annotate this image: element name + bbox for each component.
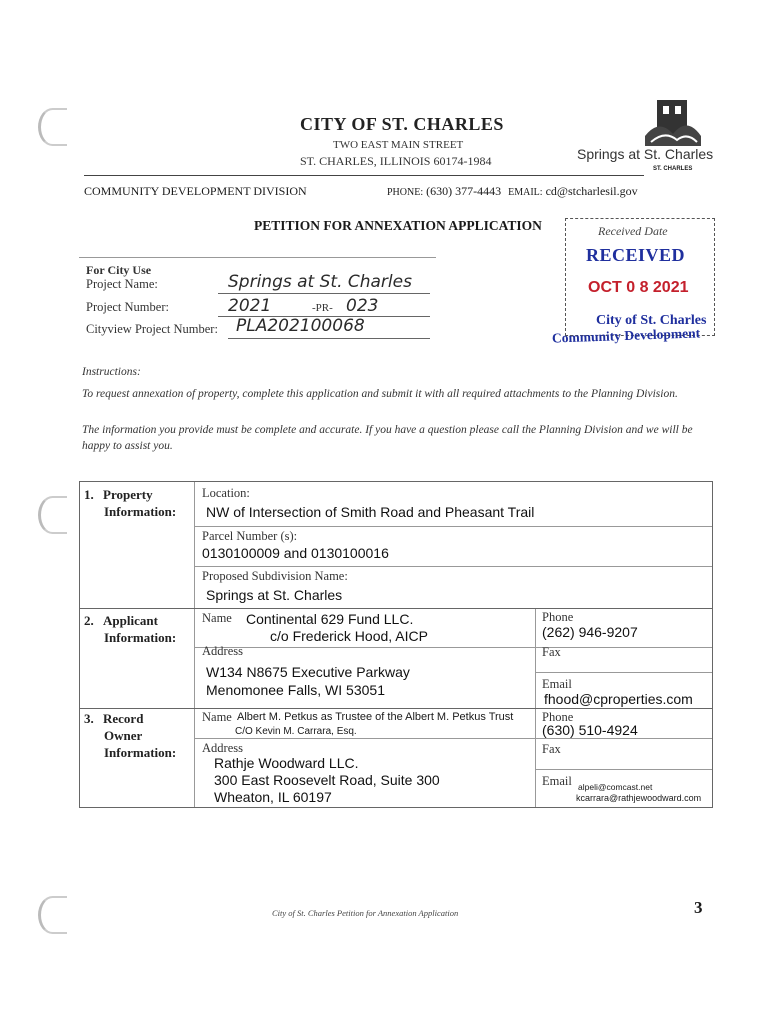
section-divider — [80, 608, 712, 609]
location-value: NW of Intersection of Smith Road and Pheasant Trail — [206, 504, 535, 520]
owner-fax-label: Fax — [542, 742, 561, 756]
project-number-label: Project Number: — [86, 300, 169, 314]
owner-email-2: kcarrara@rathjewoodward.com — [576, 793, 702, 803]
section-2-number: 2. — [84, 613, 94, 628]
applicant-name-line1: Continental 629 Fund LLC. — [246, 611, 414, 627]
section-3-title-line1: Record — [103, 711, 144, 726]
received-date-label: Received Date — [598, 224, 668, 238]
section-3-title — [84, 710, 176, 761]
owner-email-1: alpeli@comcast.net — [578, 782, 653, 792]
section-3-title-line3: Information: — [104, 745, 177, 760]
section-3-title-line2: Owner — [104, 728, 143, 743]
cityview-line — [228, 338, 430, 339]
information-table — [79, 481, 713, 808]
section-1-title-line1: Property — [103, 487, 153, 502]
row-divider — [194, 566, 712, 567]
header-divider — [84, 175, 644, 176]
contact-line — [387, 184, 638, 199]
owner-address-line1: Rathje Woodward LLC. — [214, 755, 359, 771]
section-2-title — [84, 612, 176, 646]
city-name: CITY OF ST. CHARLES — [300, 114, 504, 134]
email-label: EMAIL: — [508, 187, 543, 198]
owner-email-label: Email — [542, 774, 572, 788]
punch-hole-top — [38, 108, 67, 146]
applicant-address-line1: W134 N8675 Executive Parkway — [206, 664, 410, 680]
parcel-label: Parcel Number (s): — [202, 529, 298, 543]
row-divider — [535, 647, 712, 648]
applicant-name-label: Name — [202, 611, 232, 625]
city-use-heading: For City Use — [86, 263, 152, 277]
applicant-address-label: Address — [202, 644, 243, 658]
row-divider — [194, 647, 535, 648]
table-column-divider — [194, 482, 195, 807]
instructions-paragraph-2: The information you provide must be complete and accurate. If you have a question please call the Planning Division and we will be happy to assist you. — [82, 424, 693, 452]
received-stamp-department: Community Development — [551, 325, 701, 346]
section-divider — [80, 708, 712, 709]
parcel-value: 0130100009 and 0130100016 — [202, 545, 389, 561]
punch-hole-middle — [38, 496, 67, 534]
row-divider — [194, 738, 712, 739]
subdivision-label: Proposed Subdivision Name: — [202, 569, 348, 583]
footer-caption: City of St. Charles Petition for Annexation Application — [272, 908, 459, 918]
project-number-separator: -PR- — [312, 302, 333, 314]
owner-name-label: Name — [202, 710, 232, 724]
email-address: cd@stcharlesil.gov — [545, 184, 638, 198]
owner-address-line3: Wheaton, IL 60197 — [214, 789, 332, 805]
section-2-title-line2: Information: — [104, 630, 177, 645]
received-stamp-date: OCT 0 8 2021 — [588, 279, 689, 296]
phone-number: (630) 377-4443 — [426, 184, 502, 198]
location-label: Location: — [202, 486, 250, 500]
owner-name-line2: C/O Kevin M. Carrara, Esq. — [235, 726, 357, 737]
owner-address-line2: 300 East Roosevelt Road, Suite 300 — [214, 772, 440, 788]
logo-caption: Springs at St. Charles — [577, 146, 714, 162]
applicant-email-label: Email — [542, 677, 572, 691]
section-1-number: 1. — [84, 487, 94, 502]
received-stamp-title: RECEIVED — [586, 245, 686, 265]
address-line-1: TWO EAST MAIN STREET — [333, 139, 464, 151]
cityview-number: PLA202100068 — [236, 316, 365, 336]
division-name: COMMUNITY DEVELOPMENT DIVISION — [84, 184, 307, 198]
subdivision-value: Springs at St. Charles — [206, 587, 343, 603]
row-divider — [535, 672, 712, 673]
applicant-phone-value: (262) 946-9207 — [542, 624, 638, 640]
received-stamp-city: City of St. Charles — [596, 313, 707, 328]
applicant-phone-label: Phone — [542, 610, 574, 624]
applicant-email-value: fhood@cproperties.com — [544, 691, 693, 707]
owner-address-label: Address — [202, 741, 243, 755]
applicant-name-line2: c/o Frederick Hood, AICP — [270, 628, 428, 644]
applicant-address-line2: Menomonee Falls, WI 53051 — [206, 682, 385, 698]
instructions-paragraph-1: To request annexation of property, complete this application and submit it with all required attachments to the Planning Division. — [82, 388, 678, 400]
instructions-heading: Instructions: — [82, 366, 141, 378]
received-date-box — [565, 218, 715, 336]
project-number-sequence: 023 — [346, 296, 379, 316]
logo-text: ST. CHARLES — [653, 166, 693, 172]
section-3-number: 3. — [84, 711, 94, 726]
owner-name-line1: Albert M. Petkus as Trustee of the Albert M. Petkus Trust — [237, 711, 514, 723]
project-name-value: Springs at St. Charles — [228, 272, 412, 292]
section-2-title-line1: Applicant — [103, 613, 158, 628]
phone-label: PHONE: — [387, 187, 424, 198]
applicant-fax-label: Fax — [542, 645, 561, 659]
project-name-label: Project Name: — [86, 277, 158, 291]
section-1-title — [84, 486, 176, 520]
section-1-title-line2: Information: — [104, 504, 177, 519]
owner-phone-value: (630) 510-4924 — [542, 722, 638, 738]
address-line-2: ST. CHARLES, ILLINOIS 60174-1984 — [300, 154, 492, 168]
owner-phone-label: Phone — [542, 710, 574, 724]
cityview-label: Cityview Project Number: — [86, 322, 218, 336]
project-name-line — [218, 293, 430, 294]
punch-hole-bottom — [38, 896, 67, 934]
row-divider — [194, 526, 712, 527]
project-number-year: 2021 — [228, 296, 272, 316]
row-divider — [535, 769, 712, 770]
page-number: 3 — [694, 898, 703, 917]
form-title: PETITION FOR ANNEXATION APPLICATION — [254, 218, 542, 233]
